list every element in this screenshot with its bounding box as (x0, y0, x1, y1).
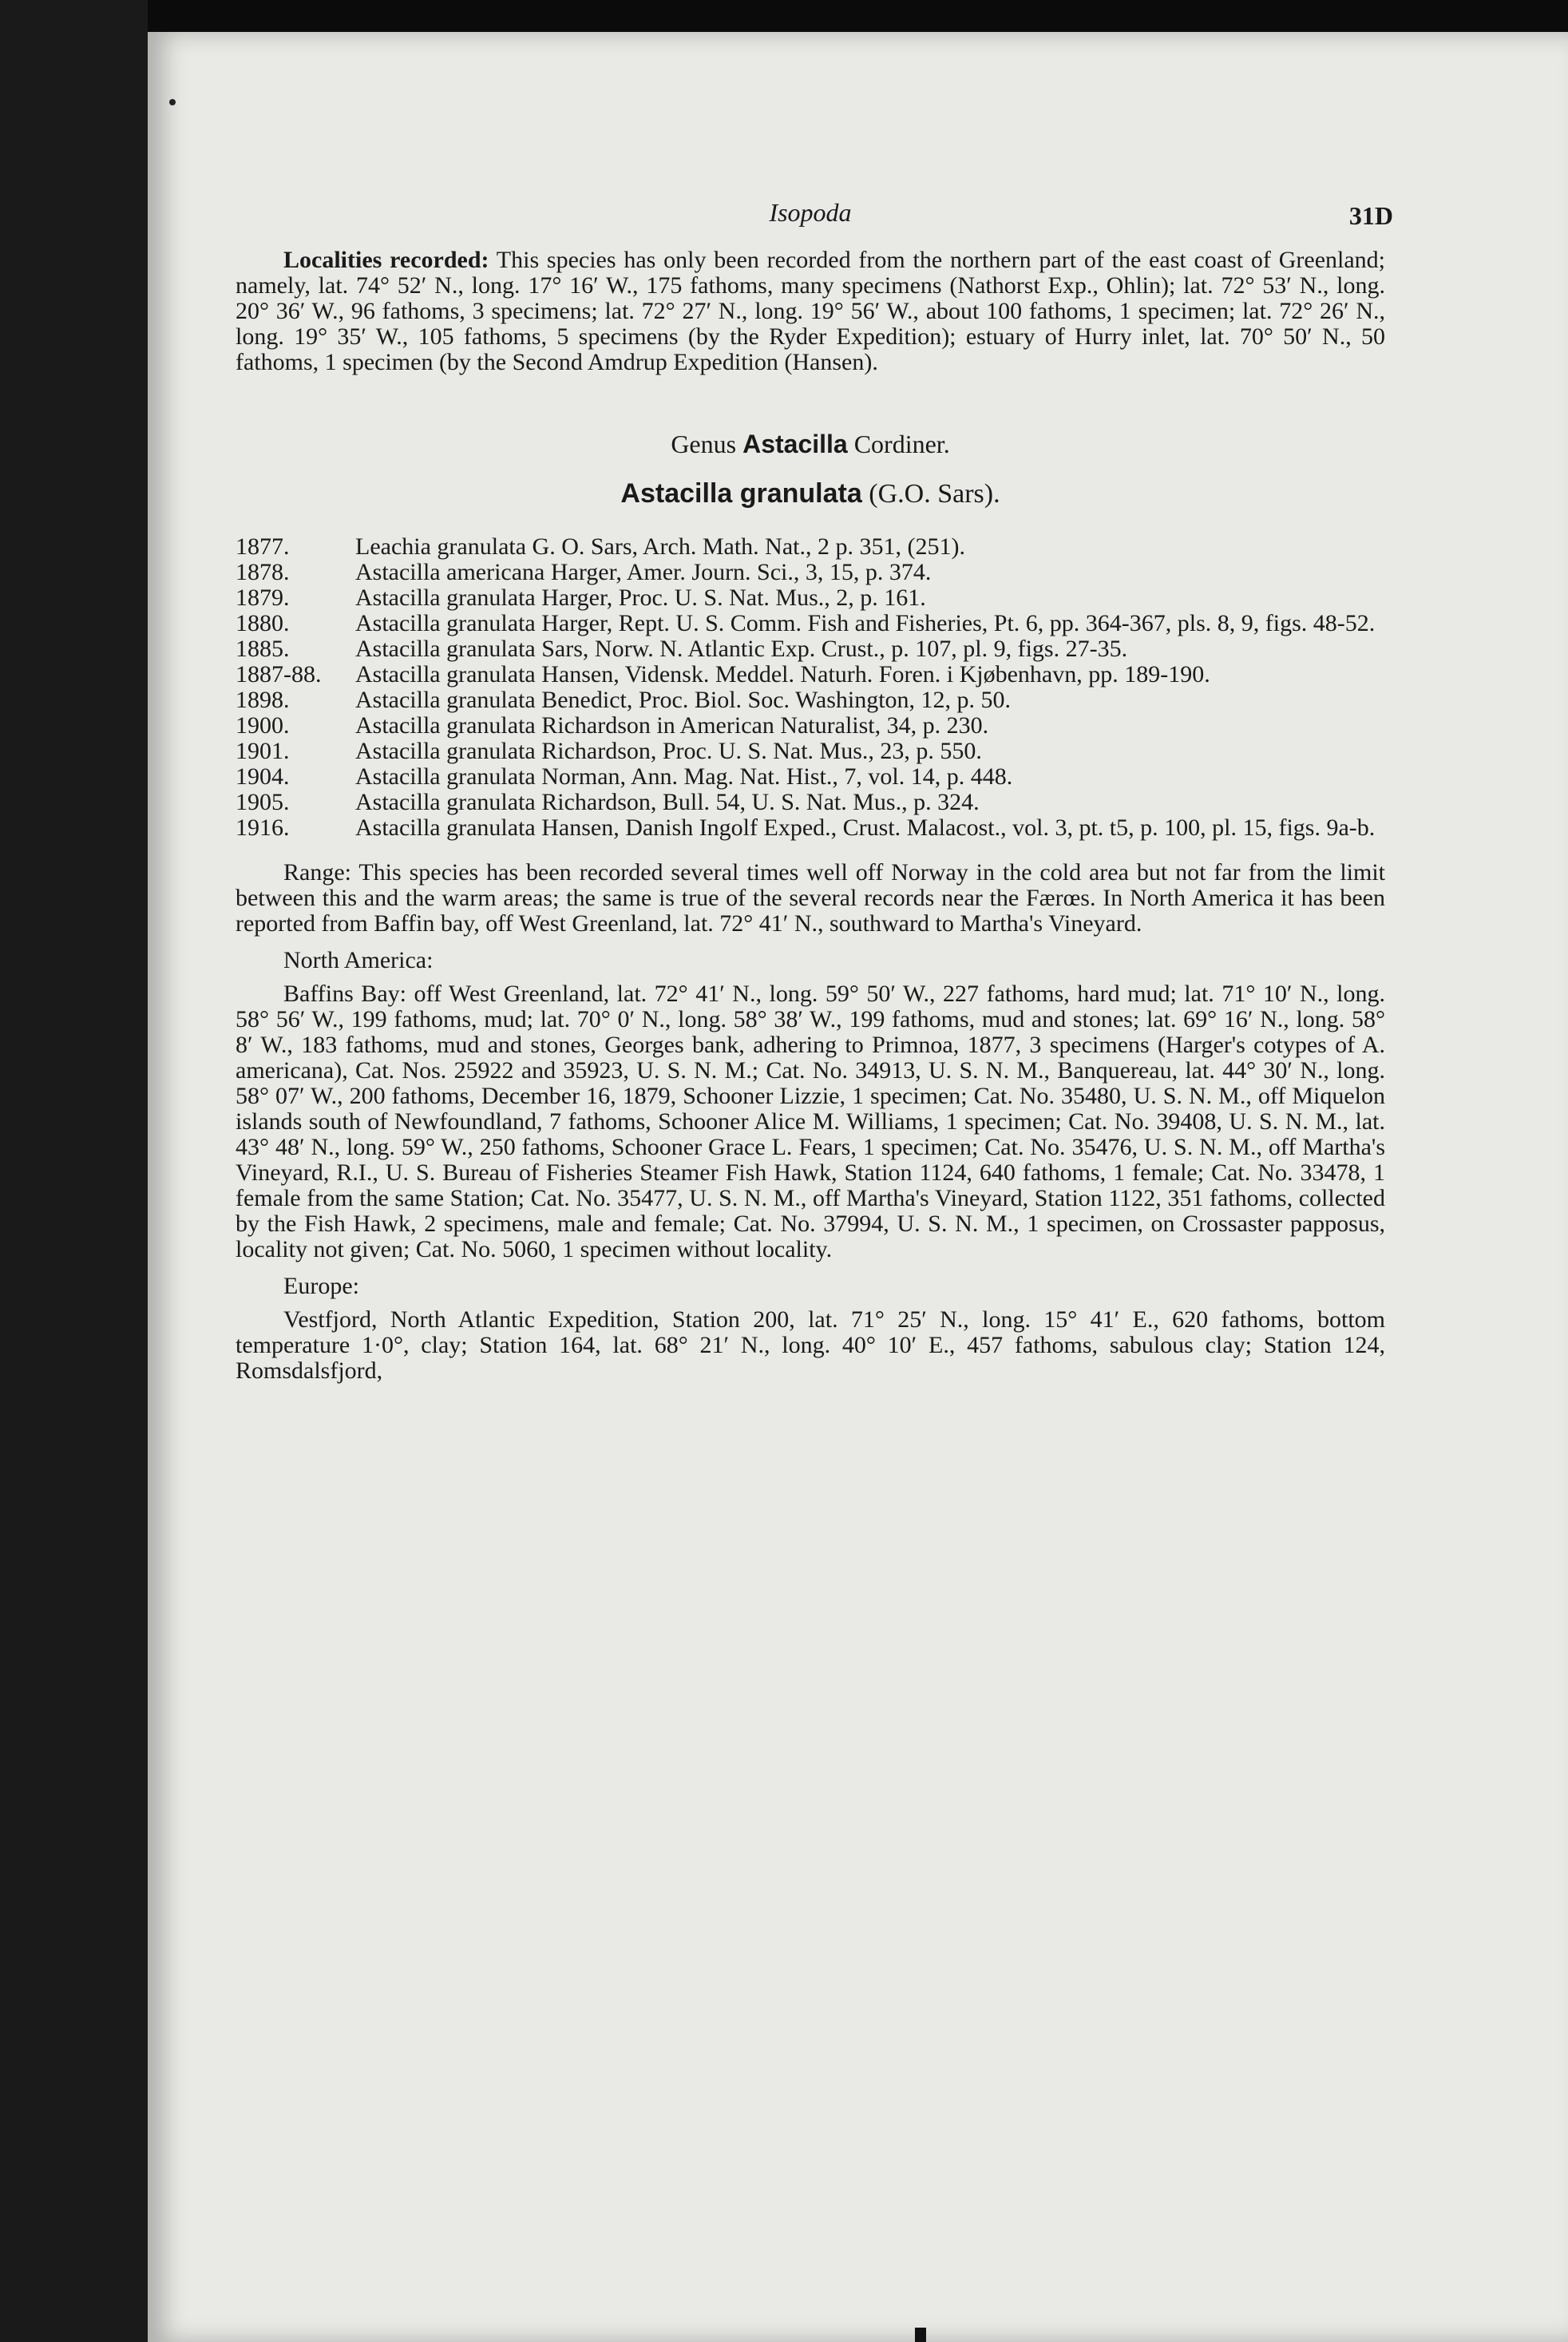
bib-entry (236, 585, 1385, 611)
bib-entry (236, 662, 1385, 688)
bib-entry (236, 636, 1385, 662)
localities-paragraph (236, 248, 1385, 375)
page-content (236, 198, 1393, 1395)
north-america-text: Baffins Bay: off West Greenland, lat. 72° 41′ N., long. 59° 50′ W., 227 fathoms, hard mud; lat. 71° 10′ N., long. 58° 56′ W., 199 fathoms, mud; lat. 70° 0′ N., long. 58° 38′ W., 199 fathoms, mud and stones; lat. 69° 16′ N., long. 58° 8′ W., 183 fathoms, mud and stones, Georges bank, adhering to Primnoa, 1877, 3 specimens (Harger's cotypes of A. americana), Cat. Nos. 25922 and 35923, U. S. N. M.; Cat. No. 34913, U. S. N. M., Banquereau, lat. 44° 30′ N., long. 58° 07′ W., 200 fathoms, December 16, 1879, Schooner Lizzie, 1 specimen; Cat. No. 35480, U. S. N. M., off Miquelon islands south of Newfoundland, 7 fathoms, Schooner Alice M. Williams, 1 specimen; Cat. No. 39408, U. S. N. M., lat. 43° 48′ N., long. 59° W., 250 fathoms, Schooner Grace L. Fears, 1 specimen; Cat. No. 35476, U. S. N. M., off Martha's Vineyard, R.I., U. S. Bureau of Fisheries Steamer Fish Hawk, Station 1124, 640 fathoms, 1 female; Cat. No. 33478, 1 female from the same Station; Cat. No. 35477, U. S. N. M., off Martha's Vineyard, Station 1122, 351 fathoms, collected by the Fish Hawk, 2 specimens, male and female; Cat. No. 37994, U. S. N. M., 1 specimen, on Crossaster papposus, locality not given; Cat. No. 5060, 1 specimen without locality. (236, 981, 1385, 1262)
localities-text: This species has only been recorded from the northern part of the east coast of Greenland; namely, lat. 74° 52′ N., long. 17° 16′ W., 175 fathoms, many specimens (Nathorst Exp., Ohlin); lat. 72° 53′ N., long. 20° 36′ W., 96 fathoms, 3 specimens; lat. 72° 27′ N., long. 19° 56′ W., about 100 fathoms, 1 specimen; lat. 72° 26′ N., long. 19° 35′ W., 105 fathoms, 5 specimens (by the Ryder Expedition); estuary of Hurry inlet, lat. 70° 50′ N., 50 fathoms, 1 specimen (by the Second Amdrup Expedition (Hansen). (236, 247, 1385, 375)
bib-year: 1880. (236, 610, 290, 636)
range-label: Range: (283, 859, 351, 886)
europe-text: Vestfjord, North Atlantic Expedition, Station 200, lat. 71° 25′ N., long. 15° 41′ E., 620 fathoms, bottom temperature 1·0°, clay; Station 164, lat. 68° 21′ N., long. 40° 10′ E., 457 fathoms, sabulous clay; Station 124, Romsdalsfjord, (236, 1306, 1385, 1384)
bib-text: Astacilla granulata Norman, Ann. Mag. Nat. Hist., 7, vol. 14, p. 448. (355, 763, 1013, 790)
scan-speck (169, 99, 176, 105)
bib-year: 1878. (236, 559, 290, 585)
bib-text: Astacilla granulata Sars, Norw. N. Atlantic Exp. Crust., p. 107, pl. 9, figs. 27-35. (355, 636, 1128, 662)
bib-entry (236, 790, 1385, 815)
bib-year: 1898. (236, 687, 290, 713)
bib-text: Astacilla granulata Hansen, Vidensk. Meddel. Naturh. Foren. i Kjøbenhavn, pp. 189-190. (355, 661, 1210, 688)
range-paragraph (236, 860, 1385, 937)
bib-year: 1905. (236, 789, 290, 815)
page-number: 31D (1348, 201, 1393, 230)
bib-text: Astacilla granulata Richardson, Proc. U. S. Nat. Mus., 23, p. 550. (355, 738, 982, 764)
species-author: (G.O. Sars). (869, 479, 1000, 509)
bib-entry (236, 764, 1385, 790)
bib-year: 1916. (236, 814, 290, 841)
species-name: Astacilla granulata (620, 478, 862, 509)
scan-mark (915, 2328, 926, 2342)
running-header (236, 198, 1393, 248)
genus-prefix: Genus (671, 430, 737, 458)
bib-text: Astacilla granulata Richardson in American Naturalist, 34, p. 230. (355, 712, 989, 739)
bib-year: 1877. (236, 533, 290, 560)
bib-entry (236, 534, 1385, 560)
species-heading (236, 478, 1385, 509)
bib-year: 1904. (236, 763, 290, 790)
genus-name: Astacilla (742, 430, 848, 458)
bib-entry (236, 560, 1385, 585)
bib-text: Leachia granulata G. O. Sars, Arch. Math. Nat., 2 p. 351, (251). (355, 533, 965, 560)
bib-text: Astacilla granulata Hansen, Danish Ingolf Exped., Crust. Malacost., vol. 3, pt. t5, p. 100, pl. 15, figs. 9a-b. (355, 814, 1376, 841)
running-title: Isopoda (769, 198, 852, 227)
bib-text: Astacilla americana Harger, Amer. Journ. Sci., 3, 15, p. 374. (355, 559, 932, 585)
scan-border (0, 0, 148, 2342)
genus-author: Cordiner. (853, 430, 950, 458)
bib-entry (236, 688, 1385, 713)
bib-text: Astacilla granulata Harger, Rept. U. S. Comm. Fish and Fisheries, Pt. 6, pp. 364-367, pls. 8, 9, figs. 48-52. (355, 610, 1376, 636)
north-america-heading: North America: (283, 947, 434, 973)
europe-heading: Europe: (283, 1273, 359, 1299)
bib-entry (236, 713, 1385, 739)
bib-entry (236, 739, 1385, 764)
bib-year: 1885. (236, 636, 290, 662)
bib-text: Astacilla granulata Benedict, Proc. Biol. Soc. Washington, 12, p. 50. (355, 687, 1012, 713)
bib-entry (236, 611, 1385, 636)
localities-label: Localities recorded: (283, 247, 489, 273)
bib-text: Astacilla granulata Richardson, Bull. 54, U. S. Nat. Mus., p. 324. (355, 789, 980, 815)
bib-year: 1887-88. (236, 661, 322, 688)
bib-text: Astacilla granulata Harger, Proc. U. S. Nat. Mus., 2, p. 161. (355, 585, 926, 611)
bib-year: 1901. (236, 738, 290, 764)
bib-entry (236, 815, 1385, 841)
bib-year: 1879. (236, 585, 290, 611)
bibliography-list (236, 534, 1385, 841)
range-text: This species has been recorded several times well off Norway in the cold area but not far from the limit between this and the warm areas; the same is true of the several records near the Færœs. In North America it has been reported from Baffin bay, off West Greenland, lat. 72° 41′ N., southward to Martha's Vineyard. (236, 859, 1385, 937)
genus-heading (236, 431, 1385, 457)
bib-year: 1900. (236, 712, 290, 739)
